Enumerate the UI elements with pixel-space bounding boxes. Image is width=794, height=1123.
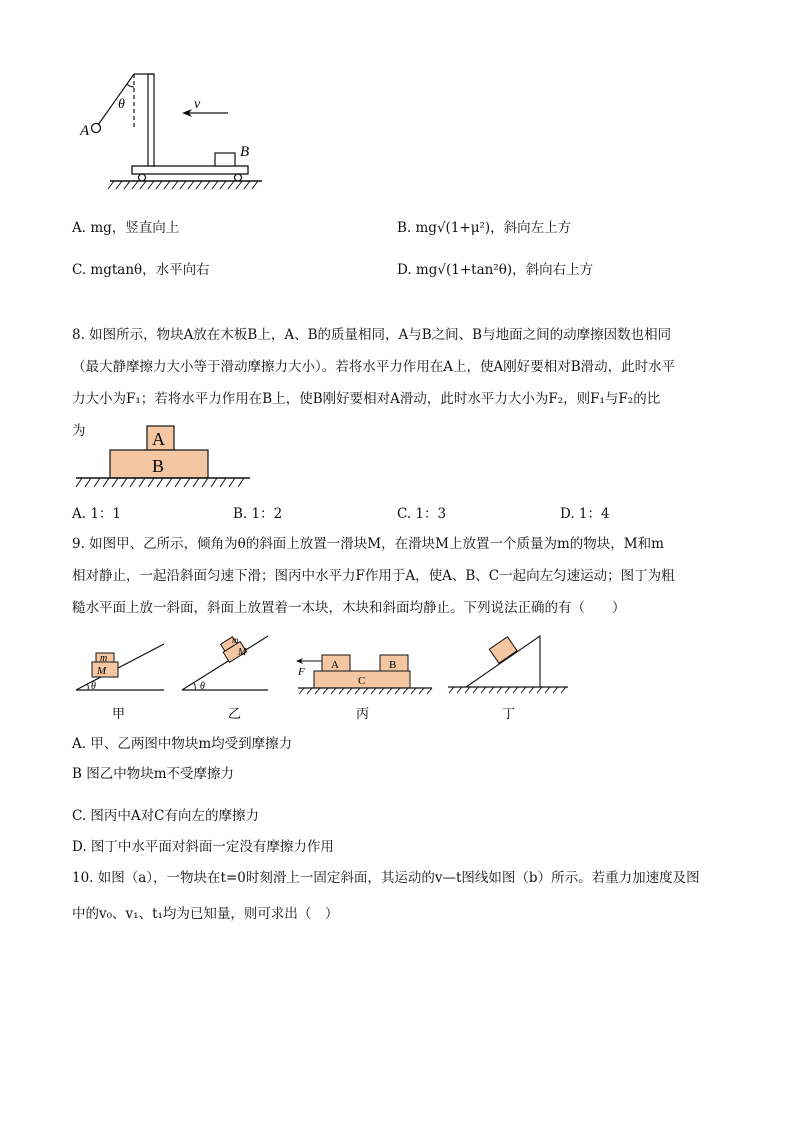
q8-stem-line-4: 为 xyxy=(72,423,86,439)
q8-label-A: A xyxy=(152,429,165,449)
q10-stem-line-2: 中的v₀、v₁、t₁均为已知量，则可求出（ ） xyxy=(72,906,339,922)
q9-jia-label-M: M xyxy=(97,665,107,677)
q7-option-a: A. mg，竖直向上 xyxy=(72,220,180,236)
q8-figure xyxy=(72,420,252,492)
q9-stem-line-2: 相对静止，一起沿斜面匀速下滑；图丙中水平力F作用于A，使A、B、C一起向左匀速运动；图丁为粗 xyxy=(72,568,675,584)
q9-figure-ding xyxy=(444,630,574,725)
q8-stem-line-1: 8. 如图所示，物块A放在木板B上，A、B的质量相同，A与B之间、B与地面之间的动摩擦因数也相同 xyxy=(72,327,672,343)
q9-yi-caption: 乙 xyxy=(228,706,242,721)
q9-option-a: A. 甲、乙两图中物块m均受到摩擦力 xyxy=(72,736,293,752)
q9-yi-label-theta: θ xyxy=(200,681,205,692)
q7-option-d: D. mg√(1+tan²θ)，斜向右上方 xyxy=(397,262,594,278)
q8-option-c: C. 1：3 xyxy=(397,506,447,522)
q9-bing-label-C: C xyxy=(358,675,366,687)
q9-jia-label-m: m xyxy=(100,653,108,664)
q9-jia-label-theta: θ xyxy=(91,681,96,692)
q7-label-theta: θ xyxy=(118,97,125,112)
q9-figure-yi xyxy=(176,630,276,725)
q9-option-c: C. 图丙中A对C有向左的摩擦力 xyxy=(72,808,260,824)
q9-jia-caption: 甲 xyxy=(112,706,126,721)
q8-label-B: B xyxy=(152,456,165,476)
q9-yi-label-m: m xyxy=(232,635,239,645)
q9-bing-label-F: F xyxy=(298,666,305,678)
q9-stem-line-3: 糙水平面上放一斜面，斜面上放置着一木块，木块和斜面均静止。下列说法正确的有（ ） xyxy=(72,600,626,616)
q9-option-b: B 图乙中物块m不受摩擦力 xyxy=(72,766,235,782)
q8-stem-line-3: 力大小为F₁；若将水平力作用在B上，使B刚好要相对A滑动，此时水平力大小为F₂，则F₁与F₂的比 xyxy=(72,391,661,407)
q9-bing-caption: 丙 xyxy=(356,706,370,721)
q9-ding-caption: 丁 xyxy=(502,706,516,721)
q7-label-A: A xyxy=(80,123,90,139)
q7-option-b: B. mg√(1+μ²)，斜向左上方 xyxy=(397,220,572,236)
q7-option-c: C. mgtanθ，水平向右 xyxy=(72,262,210,278)
q8-stem-line-2: （最大静摩擦力大小等于滑动摩擦力大小）。若将水平力作用在A上，使A刚好要相对B滑动，此时水平 xyxy=(72,359,676,375)
q7-label-v: v xyxy=(194,97,201,112)
q10-stem-line-1: 10. 如图（a），一物块在t=0时刻滑上一固定斜面，其运动的v—t图线如图（b）所示。若重力加速度及图 xyxy=(72,870,700,886)
q9-figure-bing xyxy=(292,638,437,723)
q9-figure-jia xyxy=(72,630,172,725)
q9-stem-line-1: 9. 如图甲、乙所示，倾角为θ的斜面上放置一滑块M，在滑块M上放置一个质量为m的物块，M和m xyxy=(72,536,664,552)
q8-option-d: D. 1：4 xyxy=(560,506,610,522)
q8-option-a: A. 1：1 xyxy=(72,506,122,522)
q9-option-d: D. 图丁中水平面对斜面一定没有摩擦力作用 xyxy=(72,839,334,855)
q9-yi-label-M: M xyxy=(238,647,247,658)
q9-bing-label-A: A xyxy=(331,659,339,671)
q7-label-B: B xyxy=(240,144,250,160)
q9-bing-label-B: B xyxy=(389,659,397,671)
q8-option-b: B. 1：2 xyxy=(233,506,283,522)
q7-figure xyxy=(78,68,268,193)
